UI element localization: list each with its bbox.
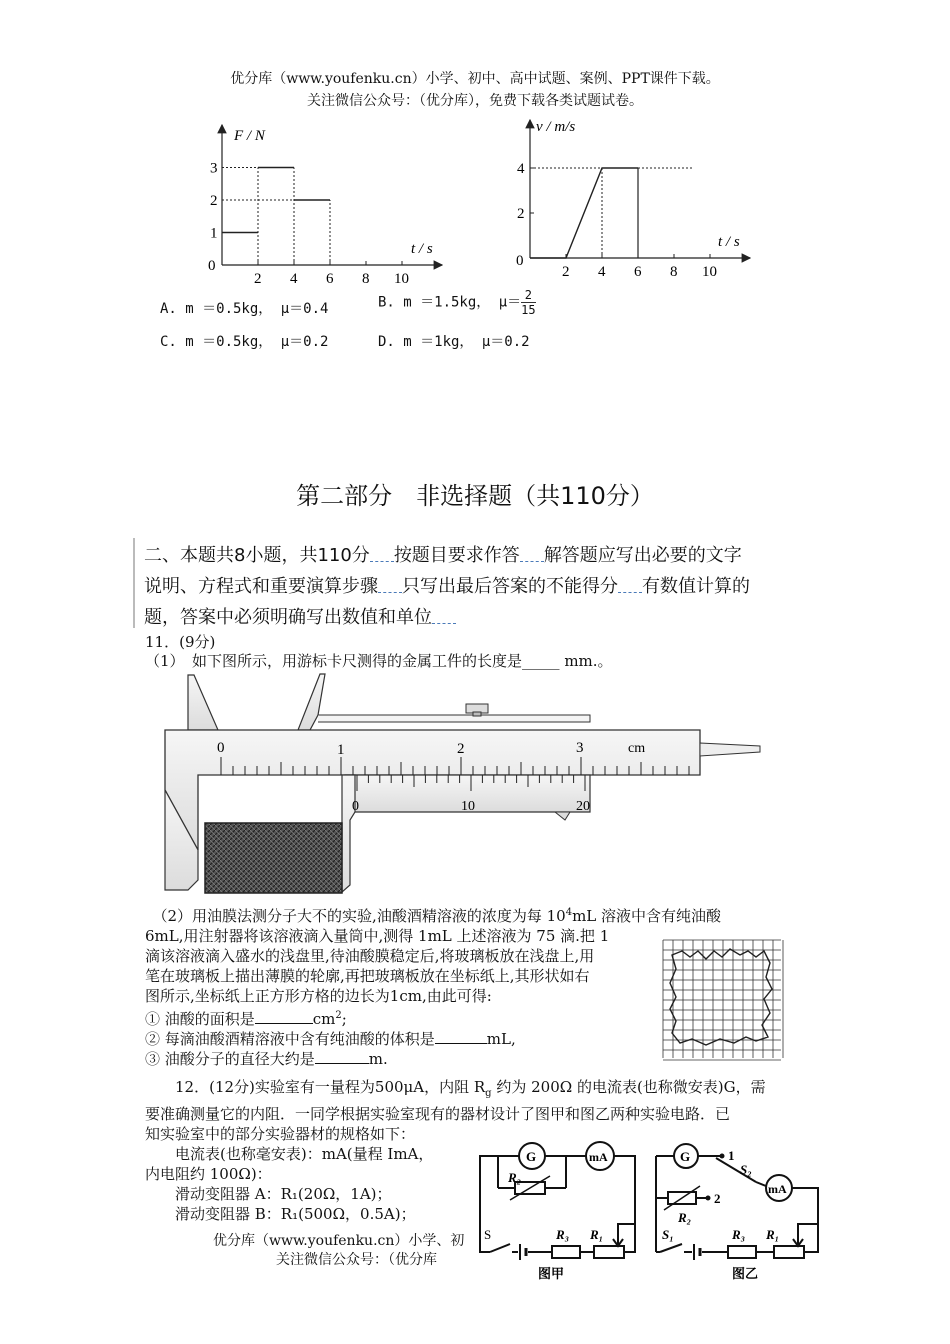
v-x-tick-4: 4 [598, 264, 606, 280]
depth-rod [700, 743, 760, 756]
f-y-tick-1: 1 [210, 225, 218, 242]
q11-item3: ③ 油酸分子的直径大约是 m. [145, 1050, 388, 1068]
caption-jia: 图甲 [538, 1266, 565, 1281]
f-origin: 0 [208, 258, 216, 274]
rheostat-r1 [774, 1246, 804, 1258]
margin-bar [133, 538, 135, 628]
v-series-line [530, 168, 638, 258]
option-c[interactable]: C. m ＝0.5kg， μ＝0.2 [160, 334, 329, 350]
velocity-time-graph [510, 115, 770, 285]
option-b-text: B. m ＝1.5kg， μ＝ [378, 294, 522, 311]
f-y-label: F / N [234, 128, 265, 144]
svg-text:R₂: R₂ [508, 1170, 522, 1185]
f-x-tick-4: 4 [290, 271, 298, 287]
v-y-tick-2: 2 [517, 206, 525, 222]
svg-text:R₁: R₁ [766, 1227, 780, 1242]
q11-item2: ② 每滴油酸酒精溶液中含有纯油酸的体积是 mL, [145, 1030, 516, 1048]
f-y-tick-2: 2 [210, 193, 218, 209]
resistor-r3 [552, 1246, 580, 1258]
main-label-1: 1 [337, 742, 345, 758]
q11-item1: ① 油酸的面积是 $cm^2$; [145, 1010, 347, 1028]
main-label-2: 2 [457, 741, 465, 757]
v-origin: 0 [516, 253, 524, 269]
metal-workpiece [205, 823, 342, 893]
f-x-tick-6: 6 [326, 271, 334, 287]
svg-text:R₂: R₂ [678, 1210, 692, 1225]
svg-text:S: S [484, 1227, 492, 1242]
blank-area[interactable] [255, 1009, 313, 1024]
svg-text:G: G [526, 1149, 537, 1164]
q11-number: 11．(9分) [145, 633, 216, 651]
svg-text:R₃: R₃ [732, 1227, 746, 1242]
v-x-tick-6: 6 [634, 264, 642, 280]
q11-part1: （1） 如下图所示，用游标卡尺测得的金属工件的长度是_____ mm.。 [145, 652, 613, 670]
vernier-label-0: 0 [352, 799, 359, 814]
f-x-tick-10: 10 [394, 271, 409, 287]
resistor-r3 [728, 1246, 756, 1258]
circuit-jia [470, 1136, 650, 1286]
svg-text:G: G [680, 1149, 691, 1164]
part2-title: 第二部分 非选择题（共110分） [296, 482, 654, 510]
footer-line-1: 优分库（www.youfenku.cn）小学、初 [213, 1233, 465, 1249]
rheostat-r1 [594, 1246, 624, 1258]
circuit-yi [648, 1136, 828, 1286]
q11-part2: （2）用油膜法测分子大不的实验,油酸酒精溶液的浓度为每 $10^4mL$ 溶液中含有纯油酸 6mL,用注射器将该溶液滴入量筒中,测得 1mL 上述溶液为 75 滴.把 1 滴该溶液滴入盛水的浅盘里,待油酸膜稳定后,将玻璃板放在浅盘上,用 笔在玻璃板上描出薄膜的轮廓,再把玻璃板放在坐标纸上,其形状如右 图所示,坐标纸上正方形方格的边长为1cm,由此可得: ① 油酸的面积是 $cm^2$; ② 每滴油酸酒精溶液中含有纯油酸的体积是 mL, ③ 油酸分子的直径大约是 m. [145, 903, 815, 1069]
svg-text:R₃: R₃ [556, 1227, 570, 1242]
option-d[interactable]: D. m ＝1kg， μ＝0.2 [378, 334, 530, 350]
option-a[interactable]: A. m ＝0.5kg， μ＝0.4 [160, 301, 329, 317]
lower-moving-jaw [342, 775, 355, 892]
oil-film-outline [670, 949, 772, 1045]
force-time-graph [200, 120, 450, 290]
vernier-label-20: 20 [576, 799, 590, 814]
main-label-0: 0 [217, 740, 225, 756]
option-b-fraction: $\frac{2}{15}$ [521, 288, 536, 317]
svg-text:mA: mA [768, 1182, 787, 1196]
v-y-label: v / m/s [536, 119, 576, 135]
q12-text: 12．(12分)实验室有一量程为500μA，内阻 $R_g$ 约为 200Ω 的电流表(也称微安表)G，需 要准确测量它的内阻．一同学根据实验室现有的器材设计了图甲和图乙两种实验电路．已 知实验室中的部分实验器材的规格如下： 电流表(也称毫安表)：mA(量程 ImA， 内电阻约 100Ω)： 滑动变阻器 A：R₁(20Ω，1A)； 滑动变阻器 B：R₁(500Ω，0.5A)； [145, 1078, 766, 1223]
v-x-label: t / s [718, 234, 740, 250]
svg-text:2: 2 [714, 1191, 721, 1206]
footer-line-2: 关注微信公众号：（优分库 [276, 1252, 437, 1268]
f-x-tick-2: 2 [254, 271, 262, 287]
svg-text:R₁: R₁ [590, 1227, 604, 1242]
main-label-3: 3 [576, 740, 584, 756]
f-x-label: t / s [411, 241, 433, 257]
svg-text:S₂: S₂ [740, 1162, 752, 1177]
f-y-tick-3: 3 [210, 160, 218, 177]
oil-film-grid [660, 937, 786, 1061]
caption-yi: 图乙 [732, 1266, 759, 1281]
upper-fixed-jaw [188, 675, 218, 730]
header-line-1: 优分库（www.youfenku.cn）小学、初中、高中试题、案例、PPT课件下载。 [230, 71, 720, 87]
option-b[interactable] [378, 288, 536, 317]
main-unit: cm [628, 741, 646, 756]
v-x-tick-10: 10 [702, 264, 717, 280]
svg-text:1: 1 [728, 1148, 735, 1163]
v-y-tick-4: 4 [517, 161, 525, 177]
svg-text:mA: mA [589, 1150, 608, 1164]
header-line-2: 关注微信公众号：（优分库），免费下载各类试题试卷。 [307, 93, 643, 109]
v-x-tick-2: 2 [562, 264, 570, 280]
blank-volume[interactable] [435, 1029, 487, 1044]
section-instructions: 二、本题共8小题，共110分 按题目要求作答 解答题应写出必要的文字 说明、方程式和重要演算步骤 只写出最后答案的不能得分 有数值计算的 题，答案中必须明确写出数值和单位 [144, 545, 750, 628]
vernier-label-10: 10 [461, 799, 475, 814]
v-x-tick-8: 8 [670, 264, 678, 280]
vernier-caliper [160, 670, 770, 900]
f-x-tick-8: 8 [362, 271, 370, 287]
blank-diameter[interactable] [315, 1049, 369, 1064]
svg-text:S₁: S₁ [662, 1227, 674, 1242]
